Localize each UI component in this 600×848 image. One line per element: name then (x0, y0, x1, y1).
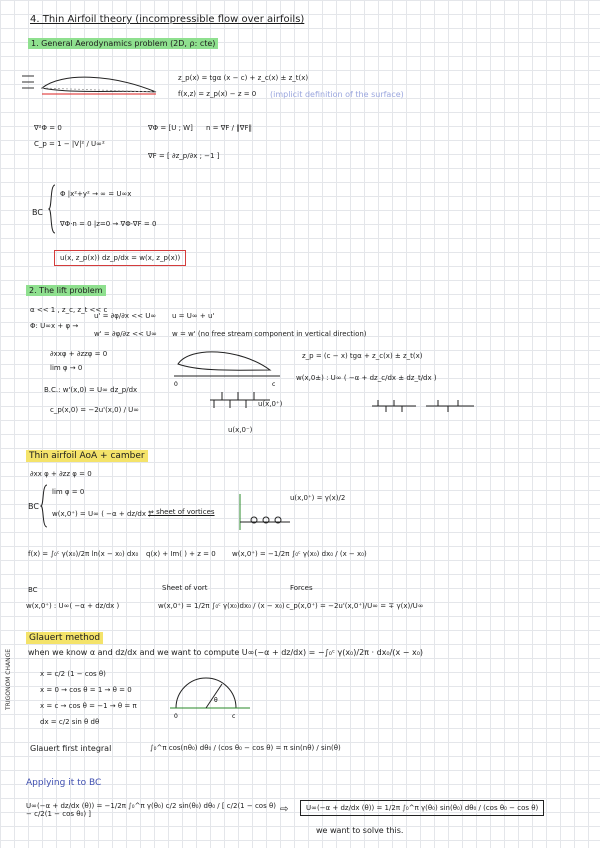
section-4-heading: Glauert method (26, 632, 103, 644)
svg-text:0: 0 (174, 713, 178, 720)
u-lower-label: u(x,0⁻) (228, 426, 253, 434)
cp-forces: c_p(x,0⁺) = −2u'(x,0⁺)/U∞ = ∓ γ(x)/U∞ (286, 602, 424, 610)
farfield-limit: lim φ → 0 (50, 364, 83, 372)
source-vortex-sketch (368, 396, 478, 416)
cp-line: c_p(x,0) = −2u'(x,0) / U∞ (50, 406, 140, 414)
page-title: 4. Thin Airfoil theory (incompressible flow over airfoils) (30, 14, 305, 25)
bc-brace (48, 184, 56, 234)
u-perturb: u' = ∂φ/∂x << U∞ (94, 312, 157, 320)
bc-farfield: Φ |x²+y² → ∞ = U∞x (60, 190, 132, 198)
grad-f-eq: ∇F = [ ∂z_p/∂x ; −1 ] (148, 152, 220, 160)
change-eq-2: x = 0 → cos θ = 1 → θ = 0 (40, 686, 132, 694)
surface-eq-1: z_p(x) = tgα (x − c) + z_c(x) ± z_t(x) (178, 74, 309, 82)
surface-eq-2: f(x,z) = z_p(x) − z = 0 (178, 90, 257, 98)
potential-split: Φ: U∞x + φ → (30, 322, 79, 330)
w-bc-expression: w(x,0±) : U∞ ( −α + dz_c/dx ± dz_t/dx ) (296, 374, 437, 382)
bc-wall: ∇Φ·n = 0 |z=0 → ∇Φ·∇F = 0 (60, 220, 157, 228)
forces-label: Forces (290, 584, 313, 592)
cp-eq: C_p = 1 − |V|² / U∞² (34, 140, 105, 148)
bc-brace-3 (40, 484, 48, 528)
change-eq-4: dx = c/2 sin θ dθ (40, 718, 100, 726)
sheet-label: Sheet of vort (162, 584, 208, 592)
bc-line: B.C.: w'(x,0) = U∞ dz_p/dx (44, 386, 138, 394)
thin-limit: lim φ = 0 (52, 488, 85, 496)
airfoil-sheet-diagram (170, 346, 282, 436)
w-sheet-integral: w(x,0⁺) = 1/2π ∫₀ᶜ γ(x₀)dx₀ / (x − x₀) (158, 602, 285, 610)
glauert-integral: ∫₀^π cos(nθ₀) dθ₀ / (cos θ₀ − cos θ) = π sin(nθ) / sin(θ) (150, 744, 341, 752)
solve-note: we want to solve this. (316, 826, 404, 835)
vortex-sheet-axes (232, 490, 292, 538)
bc-label-3: BC (28, 502, 39, 511)
svg-text:0: 0 (174, 381, 178, 388)
u-plus-gamma: u(x,0⁺) = γ(x)/2 (290, 494, 346, 502)
laplace-eq: ∇²Φ = 0 (34, 124, 62, 132)
change-eq-1: x = c/2 (1 − cos θ) (40, 670, 106, 678)
bc-label-circled: BC (28, 586, 38, 594)
airfoil-sketch (22, 72, 162, 104)
w-perturb: w' = ∂φ/∂z << U∞ (94, 330, 157, 338)
w-total: w = w' (no free stream component in vertical direction) (172, 330, 367, 338)
surface-note: (implicit definition of the surface) (270, 90, 404, 99)
section-2-heading: 2. The lift problem (26, 285, 106, 296)
w-integral: w(x,0⁺) = −1/2π ∫₀ᶜ γ(x₀) dx₀ / (x − x₀) (232, 550, 367, 558)
grad-phi-eq: ∇Φ = [U ; W] (148, 124, 193, 132)
lap-perturb: ∂xxφ + ∂zzφ = 0 (50, 350, 108, 358)
section-1-heading: 1. General Aerodynamics problem (2D, ρ: cte) (28, 38, 218, 49)
svg-text:c: c (272, 381, 276, 388)
potential-integral: f(x) = ∫₀ᶜ γ(x₀)/2π ln(x − x₀) dx₀ (28, 550, 139, 558)
svg-text:θ: θ (214, 697, 218, 704)
theta-semicircle (166, 664, 252, 720)
implies-arrow: ⇨ (280, 804, 289, 815)
glauert-integral-label: Glauert first integral (30, 744, 112, 753)
section-3-heading: Thin airfoil AoA + camber (26, 450, 148, 462)
w-bc-thin: w(x,0⁺) : U∞( −α + dz/dx ) (26, 602, 120, 610)
svg-text:c: c (232, 713, 236, 720)
zp-expression: z_p = (c − x) tgα + z_c(x) ± z_t(x) (302, 352, 423, 360)
thin-lap: ∂xx φ + ∂zz φ = 0 (30, 470, 92, 478)
change-eq-3: x = c → cos θ = −1 → θ = π (40, 702, 137, 710)
u-total: u = U∞ + u' (172, 312, 215, 320)
thin-bcw: w(x,0⁺) = U∞ ( −α + dz/dx ) (52, 510, 151, 518)
sheet-of-vortices: ⇒ sheet of vortices (148, 508, 215, 516)
normal-eq: n = ∇F / ‖∇F‖ (206, 124, 252, 132)
bc-applied: U∞(−α + dz/dx (θ)) = −1/2π ∫₀^π γ(θ₀) c/2 sin(θ₀) dθ₀ / [ c/2(1 − cos θ) − c/2(1 − cos θ₀) ] (26, 802, 276, 819)
complex-potential: q(x) + Im( ) + z = 0 (146, 550, 216, 558)
trig-change-label: TRIGONOM CHANGE (5, 648, 12, 710)
boxed-final: U∞(−α + dz/dx (θ)) = 1/2π ∫₀^π γ(θ₀) sin(θ₀) dθ₀ / (cos θ₀ − cos θ) (300, 800, 544, 816)
boxed-bc: u(x, z_p(x)) dz_p/dx = w(x, z_p(x)) (54, 250, 186, 266)
glauert-statement: when we know α and dz/dx and we want to compute U∞(−α + dz/dx) = −∫₀ᶜ γ(x₀)/2π · dx₀/(x − x₀) (28, 648, 424, 657)
section-5-heading: Applying it to BC (26, 778, 102, 788)
bc-label: BC (32, 208, 43, 217)
small-assumption: α << 1 , z_c, z_t << c (30, 306, 108, 314)
u-upper-label: u(x,0⁺) (258, 400, 283, 408)
